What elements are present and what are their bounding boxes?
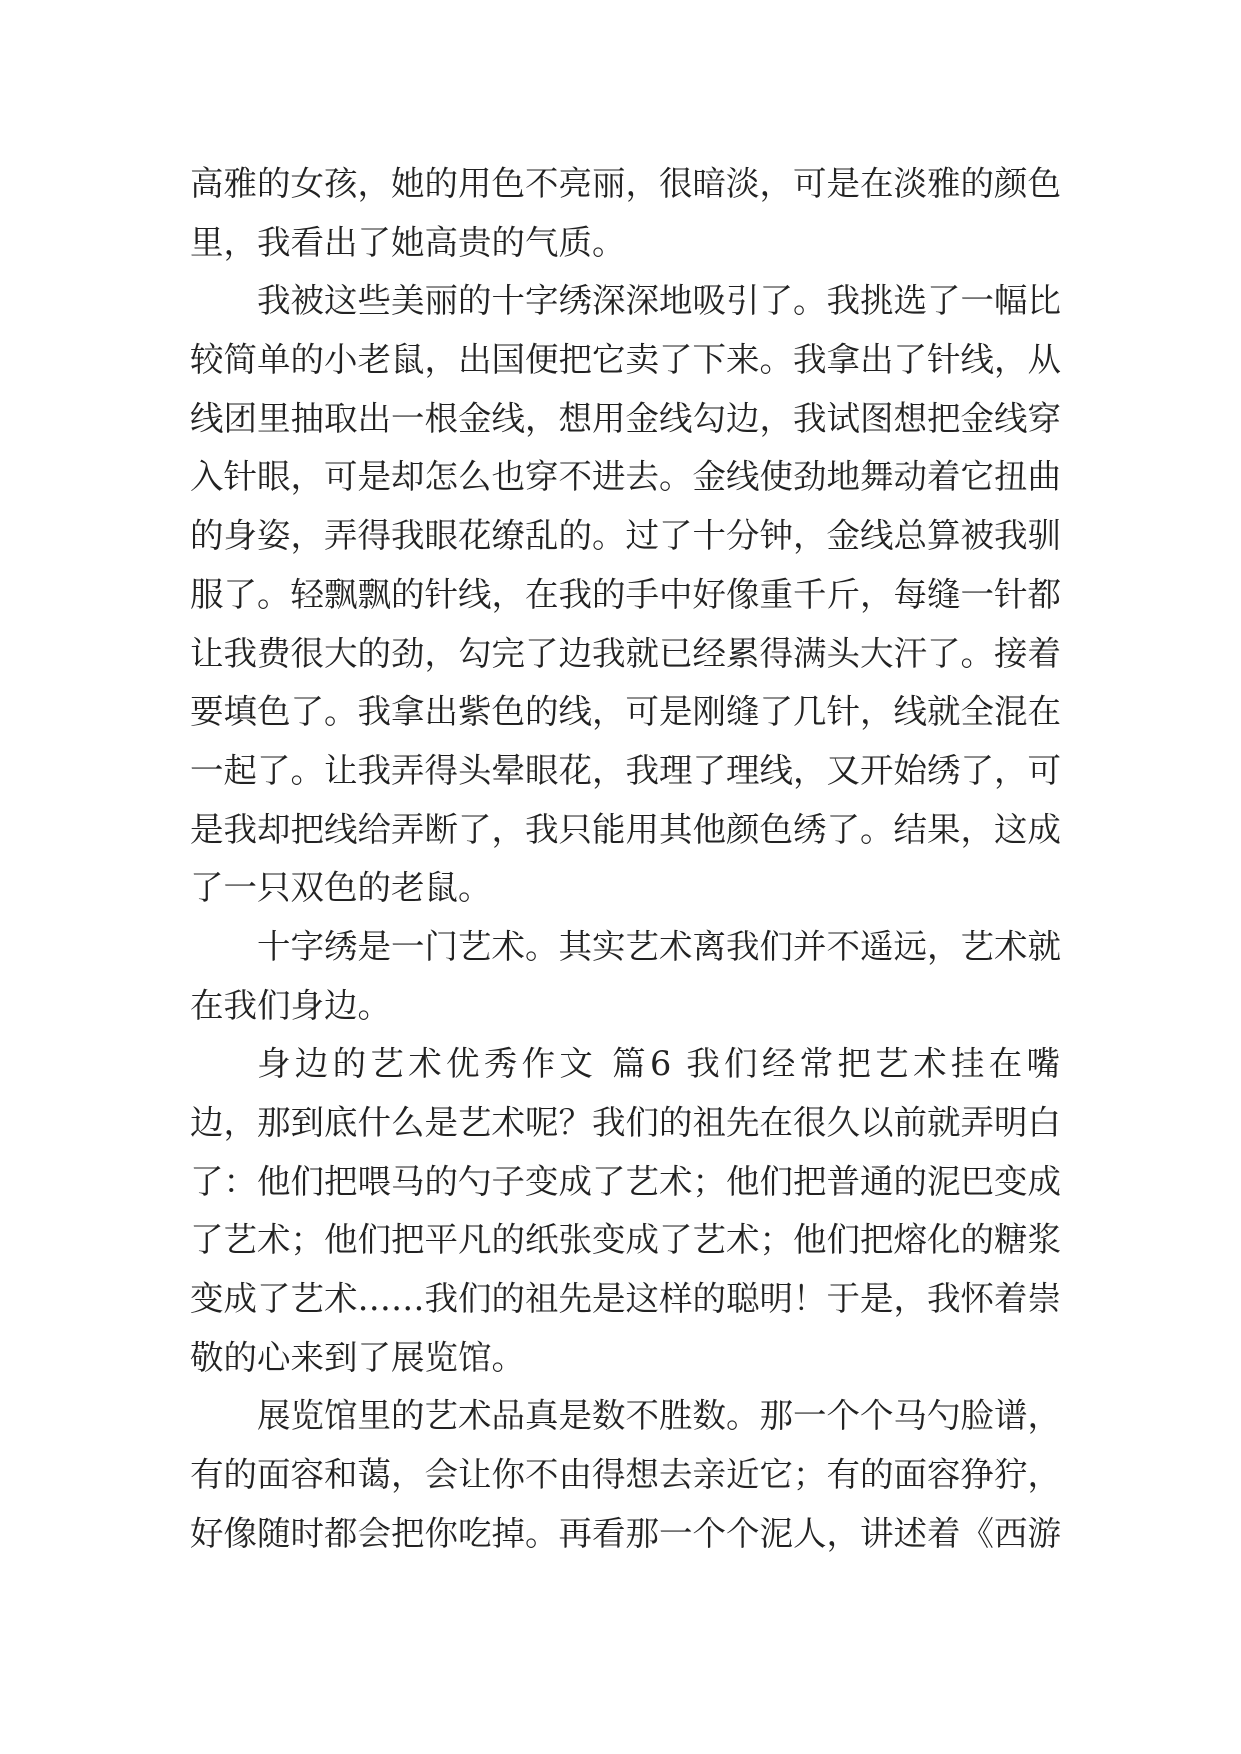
text-line: 的身姿，弄得我眼花缭乱的。过了十分钟，金线总算被我驯 — [190, 516, 1061, 556]
text-line: 高雅的女孩，她的用色不亮丽，很暗淡，可是在淡雅的颜色 — [190, 164, 1061, 203]
text-line: 一起了。让我弄得头晕眼花，我理了理线，又开始绣了，可 — [190, 750, 1061, 790]
text-line: 较简单的小老鼠，出国便把它卖了下来。我拿出了针线，从 — [190, 340, 1061, 380]
text-line: 了：他们把喂马的勺子变成了艺术；他们把普通的泥巴变成 — [190, 1161, 1061, 1201]
text-line: 了艺术；他们把平凡的纸张变成了艺术；他们把熔化的糖浆 — [190, 1220, 1061, 1260]
text-line: 里，我看出了她高贵的气质。 — [190, 222, 626, 262]
text-line: 十字绣是一门艺术。其实艺术离我们并不遥远，艺术就 — [257, 926, 1061, 966]
text-line: 入针眼，可是却怎么也穿不进去。金线使劲地舞动着它扭曲 — [190, 457, 1061, 497]
text-line: 服了。轻飘飘的针线，在我的手中好像重千斤，每缝一针都 — [190, 574, 1061, 614]
text-line: 在我们身边。 — [190, 985, 391, 1025]
text-line: 我被这些美丽的十字绣深深地吸引了。我挑选了一幅比 — [257, 281, 1061, 321]
text-line: 是我却把线给弄断了，我只能用其他颜色绣了。结果，这成 — [190, 809, 1061, 849]
text-line: 边，那到底什么是艺术呢？我们的祖先在很久以前就弄明白 — [190, 1103, 1061, 1142]
text-line: 敬的心来到了展览馆。 — [190, 1337, 525, 1377]
text-line: 展览馆里的艺术品真是数不胜数。那一个个马勺脸谱， — [257, 1396, 1061, 1436]
text-line: 线团里抽取出一根金线，想用金线勾边，我试图想把金线穿 — [190, 398, 1061, 438]
text-line: 让我费很大的劲，勾完了边我就已经累得满头大汗了。接着 — [190, 633, 1061, 673]
text-line: 好像随时都会把你吃掉。再看那一个个泥人，讲述着《西游 — [190, 1513, 1061, 1553]
document-page — [190, 155, 1060, 1564]
text-line: 有的面容和蔼，会让你不由得想去亲近它；有的面容狰狞， — [190, 1455, 1061, 1495]
text-line: 变成了艺术……我们的祖先是这样的聪明！于是，我怀着崇 — [190, 1279, 1061, 1319]
text-line: 要填色了。我拿出紫色的线，可是刚缝了几针，线就全混在 — [190, 692, 1061, 732]
text-line: 身边的艺术优秀作文 篇6 我们经常把艺术挂在嘴 — [257, 1044, 1060, 1084]
text-line: 了一只双色的老鼠。 — [190, 868, 492, 908]
